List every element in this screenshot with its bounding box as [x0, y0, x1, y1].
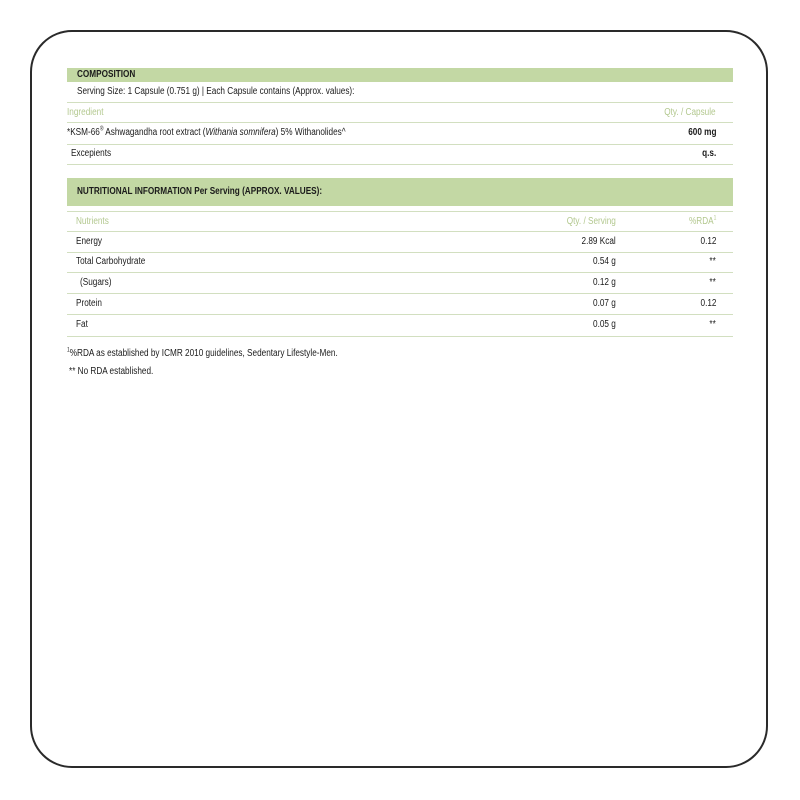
- nutrient-sugars: (Sugars): [80, 277, 112, 288]
- nutrient-energy: Energy: [76, 236, 102, 247]
- divider: [67, 164, 733, 165]
- nutrient-qty: 2.89 Kcal: [581, 236, 616, 247]
- nutrient-qty: 0.12 g: [593, 277, 616, 288]
- nutrient-qty: 0.54 g: [593, 256, 616, 267]
- divider: [67, 144, 733, 145]
- label-panel: [30, 30, 768, 768]
- ingredient-ksm66: *KSM-66® Ashwagandha root extract (Withania somnifera) 5% Withanolides^: [67, 126, 346, 138]
- divider: [67, 293, 733, 294]
- nutrient-rda: **: [709, 277, 716, 288]
- ingredient-excepients: Excepients: [71, 148, 112, 159]
- footnote-no-rda: ** No RDA established.: [69, 366, 154, 377]
- nutrient-rda: 0.12: [700, 236, 716, 247]
- serving-size-text: Serving Size: 1 Capsule (0.751 g) | Each Capsule contains (Approx. values):: [77, 86, 355, 97]
- qty-serving-column-header: Qty. / Serving: [566, 216, 616, 227]
- divider: [67, 272, 733, 273]
- nutrition-title: NUTRITIONAL INFORMATION Per Serving (APPROX. VALUES):: [77, 186, 323, 197]
- ingredient-qty: q.s.: [701, 148, 716, 159]
- nutrient-qty: 0.05 g: [593, 319, 616, 330]
- rda-column-header: %RDA$^1$: [688, 215, 716, 227]
- nutrient-rda: **: [709, 319, 716, 330]
- nutrient-rda: **: [709, 256, 716, 267]
- nutrients-column-header: Nutrients: [76, 216, 109, 227]
- ingredient-column-header: Ingredient: [67, 107, 104, 118]
- nutrient-qty: 0.07 g: [593, 298, 616, 309]
- divider: [67, 231, 733, 232]
- composition-title: COMPOSITION: [77, 69, 136, 80]
- divider: [67, 314, 733, 315]
- divider: [67, 102, 733, 103]
- footnote-rda: $^1$%RDA as established by ICMR 2010 guidelines, Sedentary Lifestyle-Men.: [67, 347, 338, 359]
- divider: [67, 252, 733, 253]
- divider: [67, 211, 733, 212]
- nutrient-rda: 0.12: [700, 298, 716, 309]
- composition-header-band: [67, 68, 733, 82]
- nutrient-total-carbohydrate: Total Carbohydrate: [76, 256, 146, 267]
- divider: [67, 122, 733, 123]
- divider: [67, 336, 733, 337]
- qty-capsule-column-header: Qty. / Capsule: [664, 107, 716, 118]
- nutrient-fat: Fat: [76, 319, 88, 330]
- nutrient-protein: Protein: [76, 298, 102, 309]
- ingredient-qty: 600 mg: [687, 127, 716, 138]
